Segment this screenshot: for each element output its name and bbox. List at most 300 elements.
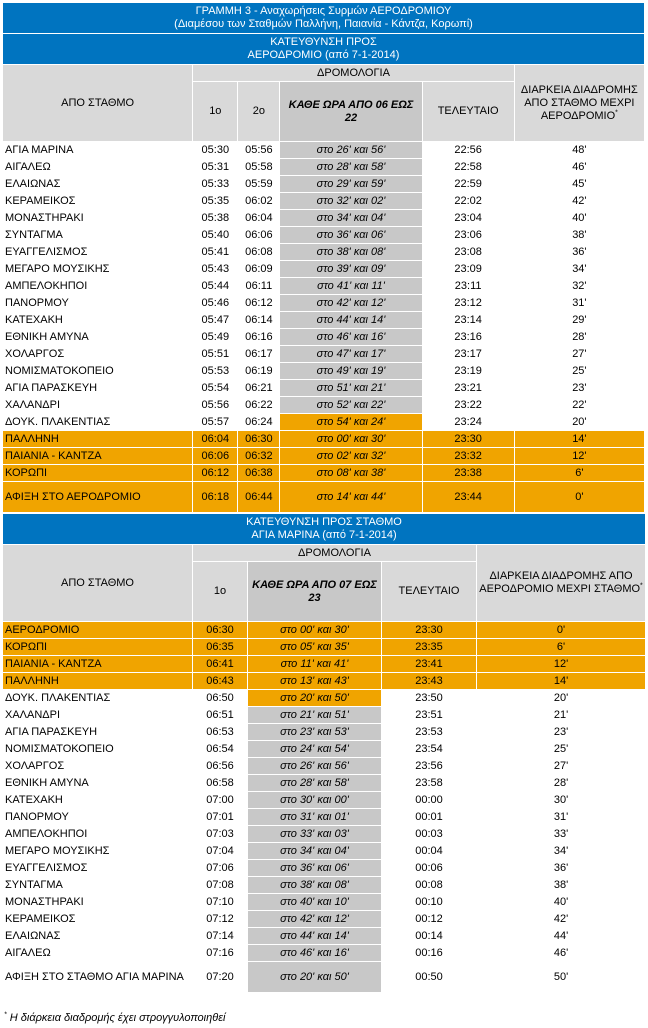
duration-cell: 32' [514, 278, 644, 295]
hourly-schedule-cell: στο 33' και 03' [248, 826, 382, 843]
station-cell: ΕΥΑΓΓΕΛΙΣΜΟΣ [3, 244, 193, 261]
second-departure-cell: 06:08 [238, 244, 280, 261]
table-row [3, 724, 646, 741]
first-departure-cell: 07:20 [193, 962, 248, 993]
table-row [3, 690, 646, 707]
hourly-schedule-cell: στο 41' και 11' [280, 278, 422, 295]
timetable-page [2, 2, 645, 993]
last-departure-cell: 00:16 [382, 945, 477, 962]
second-departure-cell: 06:38 [238, 465, 280, 482]
first-departure-cell: 07:08 [193, 877, 248, 894]
second-departure-cell: 06:30 [238, 431, 280, 448]
hourly-schedule-cell: στο 31' και 01' [248, 809, 382, 826]
last-departure-cell: 00:00 [382, 792, 477, 809]
station-cell: ΠΑΙΑΝΙΑ - ΚΑΝΤΖΑ [3, 448, 193, 465]
duration-cell: 40' [477, 894, 646, 911]
second-departure-cell: 06:44 [238, 482, 280, 513]
last-departure-cell: 23:41 [382, 656, 477, 673]
duration-cell: 45' [514, 176, 644, 193]
hourly-schedule-cell: στο 36' και 06' [280, 227, 422, 244]
duration-cell: 34' [514, 261, 644, 278]
s2-col-first-header: 1ο [193, 562, 248, 622]
first-departure-cell: 07:12 [193, 911, 248, 928]
station-cell: ΑΦΙΞΗ ΣΤΟ ΑΕΡΟΔΡΟΜΙΟ [3, 482, 193, 513]
station-cell: ΠΑΝΟΡΜΟΥ [3, 295, 193, 312]
last-departure-cell: 22:02 [422, 193, 514, 210]
station-cell: ΠΑΛΛΗΝΗ [3, 431, 193, 448]
duration-cell: 28' [514, 329, 644, 346]
duration-cell: 0' [514, 482, 644, 513]
last-departure-cell: 23:32 [422, 448, 514, 465]
second-departure-cell: 05:59 [238, 176, 280, 193]
hourly-schedule-cell: στο 20' και 50' [248, 690, 382, 707]
duration-cell: 29' [514, 312, 644, 329]
hourly-schedule-cell: στο 34' και 04' [248, 843, 382, 860]
table-row [3, 826, 646, 843]
col-duration-label: ΔΙΑΡΚΕΙΑ ΔΙΑΔΡΟΜΗΣ ΑΠΟ ΣΤΑΘΜΟ ΜΕΧΡΙ ΑΕΡΟΔΡΟΜΙΟ [520, 83, 638, 122]
hourly-schedule-cell: στο 14' και 44' [280, 482, 422, 513]
duration-cell: 44' [477, 928, 646, 945]
hourly-schedule-cell: στο 02' και 32' [280, 448, 422, 465]
duration-cell: 27' [514, 346, 644, 363]
page-title [3, 3, 645, 34]
last-departure-cell: 00:10 [382, 894, 477, 911]
duration-cell: 33' [477, 826, 646, 843]
station-cell: ΕΛΑΙΩΝΑΣ [3, 928, 193, 945]
second-departure-cell: 06:11 [238, 278, 280, 295]
first-departure-cell: 05:41 [193, 244, 238, 261]
duration-cell: 31' [477, 809, 646, 826]
station-cell: ΕΛΑΙΩΝΑΣ [3, 176, 193, 193]
station-cell: ΕΥΑΓΓΕΛΙΣΜΟΣ [3, 860, 193, 877]
table-row [3, 278, 645, 295]
station-cell: ΚΟΡΩΠΙ [3, 465, 193, 482]
last-departure-cell: 23:16 [422, 329, 514, 346]
station-cell: ΣΥΝΤΑΓΜΑ [3, 227, 193, 244]
table-row [3, 809, 646, 826]
hourly-schedule-cell: στο 46' και 16' [248, 945, 382, 962]
col-first-header: 1ο [193, 82, 238, 142]
second-departure-cell: 05:58 [238, 159, 280, 176]
station-cell: ΝΟΜΙΣΜΑΤΟΚΟΠΕΙΟ [3, 363, 193, 380]
table-row [3, 193, 645, 210]
second-departure-cell: 06:09 [238, 261, 280, 278]
first-departure-cell: 06:58 [193, 775, 248, 792]
duration-cell: 36' [477, 860, 646, 877]
title-line1: ΓΡΑΜΜΗ 3 - Αναχωρήσεις Συρμών ΑΕΡΟΔΡΟΜΙΟΥ [195, 5, 452, 17]
first-departure-cell: 05:56 [193, 397, 238, 414]
station-cell: ΑΓΙΑ ΜΑΡΙΝΑ [3, 142, 193, 159]
station-cell: ΚΕΡΑΜΕΙΚΟΣ [3, 911, 193, 928]
table-row [3, 465, 645, 482]
last-departure-cell: 23:58 [382, 775, 477, 792]
hourly-schedule-cell: στο 36' και 06' [248, 860, 382, 877]
table-row [3, 380, 645, 397]
hourly-schedule-cell: στο 00' και 30' [248, 622, 382, 639]
station-cell: ΕΘΝΙΚΗ ΑΜΥΝΑ [3, 775, 193, 792]
first-departure-cell: 06:54 [193, 741, 248, 758]
table-row [3, 656, 646, 673]
hourly-schedule-cell: στο 38' και 08' [280, 244, 422, 261]
last-departure-cell: 23:09 [422, 261, 514, 278]
station-cell: ΧΟΛΑΡΓΟΣ [3, 346, 193, 363]
last-departure-cell: 00:03 [382, 826, 477, 843]
duration-cell: 25' [514, 363, 644, 380]
second-departure-cell: 06:24 [238, 414, 280, 431]
station-cell: ΔΟΥΚ. ΠΛΑΚΕΝΤΙΑΣ [3, 414, 193, 431]
station-cell: ΧΟΛΑΡΓΟΣ [3, 758, 193, 775]
station-cell: ΕΘΝΙΚΗ ΑΜΥΝΑ [3, 329, 193, 346]
last-departure-cell: 23:19 [422, 363, 514, 380]
table-row [3, 860, 646, 877]
duration-cell: 46' [514, 159, 644, 176]
last-departure-cell: 22:59 [422, 176, 514, 193]
first-departure-cell: 07:14 [193, 928, 248, 945]
station-cell: ΑΓΙΑ ΠΑΡΑΣΚΕΥΗ [3, 724, 193, 741]
table-row [3, 312, 645, 329]
station-cell: ΧΑΛΑΝΔΡΙ [3, 397, 193, 414]
duration-cell: 50' [477, 962, 646, 993]
table-row [3, 928, 646, 945]
last-departure-cell: 00:12 [382, 911, 477, 928]
duration-cell: 42' [514, 193, 644, 210]
duration-cell: 0' [477, 622, 646, 639]
duration-cell: 20' [514, 414, 644, 431]
last-departure-cell: 23:12 [422, 295, 514, 312]
last-departure-cell: 23:50 [382, 690, 477, 707]
last-departure-cell: 23:35 [382, 639, 477, 656]
section2-heading [3, 514, 646, 545]
hourly-schedule-cell: στο 39' και 09' [280, 261, 422, 278]
duration-cell: 28' [477, 775, 646, 792]
first-departure-cell: 06:41 [193, 656, 248, 673]
hourly-schedule-cell: στο 21' και 51' [248, 707, 382, 724]
first-departure-cell: 05:40 [193, 227, 238, 244]
col-second-header: 2ο [238, 82, 280, 142]
first-departure-cell: 06:51 [193, 707, 248, 724]
duration-cell: 36' [514, 244, 644, 261]
last-departure-cell: 23:14 [422, 312, 514, 329]
table-row [3, 775, 646, 792]
section2-heading-line2: ΑΓΙΑ ΜΑΡΙΝΑ (από 7-1-2014) [251, 529, 397, 541]
duration-cell: 23' [514, 380, 644, 397]
last-departure-cell: 22:56 [422, 142, 514, 159]
duration-cell: 6' [477, 639, 646, 656]
duration-cell: 38' [477, 877, 646, 894]
first-departure-cell: 05:31 [193, 159, 238, 176]
s2-col-duration-label: ΔΙΑΡΚΕΙΑ ΔΙΑΔΡΟΜΗΣ ΑΠΟ ΑΕΡΟΔΡΟΜΙΟ ΜΕΧΡΙ ΣΤΑΘΜΟ [479, 570, 641, 595]
section1-heading-line2: ΑΕΡΟΔΡΟΜΙΟ (από 7-1-2014) [247, 49, 400, 61]
table-row [3, 397, 645, 414]
second-departure-cell: 06:12 [238, 295, 280, 312]
last-departure-cell: 23:44 [422, 482, 514, 513]
first-departure-cell: 05:30 [193, 142, 238, 159]
duration-cell: 42' [477, 911, 646, 928]
station-cell: ΚΕΡΑΜΕΙΚΟΣ [3, 193, 193, 210]
table-row [3, 176, 645, 193]
duration-cell: 48' [514, 142, 644, 159]
duration-cell: 31' [514, 295, 644, 312]
last-departure-cell: 22:58 [422, 159, 514, 176]
first-departure-cell: 05:51 [193, 346, 238, 363]
table-row [3, 639, 646, 656]
hourly-schedule-cell: στο 30' και 00' [248, 792, 382, 809]
first-departure-cell: 06:06 [193, 448, 238, 465]
second-departure-cell: 06:04 [238, 210, 280, 227]
duration-cell: 34' [477, 843, 646, 860]
station-cell: ΑΜΠΕΛΟΚΗΠΟΙ [3, 826, 193, 843]
table-row [3, 295, 645, 312]
last-departure-cell: 23:22 [422, 397, 514, 414]
station-cell: ΜΕΓΑΡΟ ΜΟΥΣΙΚΗΣ [3, 261, 193, 278]
second-departure-cell: 06:16 [238, 329, 280, 346]
first-departure-cell: 05:47 [193, 312, 238, 329]
hourly-schedule-cell: στο 47' και 17' [280, 346, 422, 363]
last-departure-cell: 23:11 [422, 278, 514, 295]
table-row [3, 707, 646, 724]
hourly-schedule-cell: στο 20' και 50' [248, 962, 382, 993]
duration-cell: 38' [514, 227, 644, 244]
table-row [3, 431, 645, 448]
station-cell: ΑΓΙΑ ΠΑΡΑΣΚΕΥΗ [3, 380, 193, 397]
duration-cell: 6' [514, 465, 644, 482]
last-departure-cell: 23:53 [382, 724, 477, 741]
duration-cell: 22' [514, 397, 644, 414]
first-departure-cell: 07:06 [193, 860, 248, 877]
section1-heading-line1: ΚΑΤΕΥΘΥΝΣΗ ΠΡΟΣ [270, 36, 377, 48]
hourly-schedule-cell: στο 32' και 02' [280, 193, 422, 210]
duration-cell: 23' [477, 724, 646, 741]
s2-col-last-header: ΤΕΛΕΥΤΑΙΟ [382, 562, 477, 622]
table-row [3, 142, 645, 159]
hourly-schedule-cell: στο 42' και 12' [248, 911, 382, 928]
table-row [3, 346, 645, 363]
second-departure-cell: 06:21 [238, 380, 280, 397]
hourly-schedule-cell: στο 28' και 58' [280, 159, 422, 176]
station-cell: ΑΙΓΑΛΕΩ [3, 159, 193, 176]
last-departure-cell: 23:24 [422, 414, 514, 431]
hourly-schedule-cell: στο 51' και 21' [280, 380, 422, 397]
station-cell: ΠΑΛΛΗΝΗ [3, 673, 193, 690]
station-cell: ΠΑΙΑΝΙΑ - ΚΑΝΤΖΑ [3, 656, 193, 673]
last-departure-cell: 23:17 [422, 346, 514, 363]
last-departure-cell: 23:30 [382, 622, 477, 639]
last-departure-cell: 23:04 [422, 210, 514, 227]
last-departure-cell: 23:21 [422, 380, 514, 397]
last-departure-cell: 00:14 [382, 928, 477, 945]
first-departure-cell: 06:18 [193, 482, 238, 513]
col-schedule-header: ΔΡΟΜΟΛΟΓΙΑ [193, 65, 514, 82]
first-departure-cell: 05:53 [193, 363, 238, 380]
last-departure-cell: 23:56 [382, 758, 477, 775]
first-departure-cell: 05:35 [193, 193, 238, 210]
table-row [3, 792, 646, 809]
last-departure-cell: 23:54 [382, 741, 477, 758]
table-row [3, 329, 645, 346]
table-row [3, 894, 646, 911]
table-row [3, 244, 645, 261]
last-departure-cell: 23:38 [422, 465, 514, 482]
table-row [3, 945, 646, 962]
last-departure-cell: 00:08 [382, 877, 477, 894]
footnote-marker: * [640, 582, 643, 590]
duration-cell: 21' [477, 707, 646, 724]
duration-cell: 46' [477, 945, 646, 962]
footnote-marker: * [615, 108, 618, 116]
first-departure-cell: 06:53 [193, 724, 248, 741]
table-row [3, 448, 645, 465]
hourly-schedule-cell: στο 23' και 53' [248, 724, 382, 741]
first-departure-cell: 06:43 [193, 673, 248, 690]
station-cell: ΔΟΥΚ. ΠΛΑΚΕΝΤΙΑΣ [3, 690, 193, 707]
first-departure-cell: 07:04 [193, 843, 248, 860]
hourly-schedule-cell: στο 24' και 54' [248, 741, 382, 758]
first-departure-cell: 05:49 [193, 329, 238, 346]
duration-cell: 20' [477, 690, 646, 707]
second-departure-cell: 06:02 [238, 193, 280, 210]
hourly-schedule-cell: στο 34' και 04' [280, 210, 422, 227]
first-departure-cell: 05:38 [193, 210, 238, 227]
second-departure-cell: 06:14 [238, 312, 280, 329]
table-row [3, 159, 645, 176]
duration-cell: 40' [514, 210, 644, 227]
s2-col-duration-header [477, 545, 646, 622]
first-departure-cell: 05:43 [193, 261, 238, 278]
hourly-schedule-cell: στο 13' και 43' [248, 673, 382, 690]
hourly-schedule-cell: στο 26' και 56' [280, 142, 422, 159]
table-row [3, 622, 646, 639]
station-cell: ΣΥΝΤΑΓΜΑ [3, 877, 193, 894]
hourly-schedule-cell: στο 29' και 59' [280, 176, 422, 193]
first-departure-cell: 05:54 [193, 380, 238, 397]
last-departure-cell: 00:01 [382, 809, 477, 826]
col-last-header: ΤΕΛΕΥΤΑΙΟ [422, 82, 514, 142]
second-departure-cell: 06:06 [238, 227, 280, 244]
last-departure-cell: 00:06 [382, 860, 477, 877]
table-row [3, 962, 646, 993]
station-cell: ΑΜΠΕΛΟΚΗΠΟΙ [3, 278, 193, 295]
station-cell: ΚΑΤΕΧΑΚΗ [3, 312, 193, 329]
station-cell: ΚΟΡΩΠΙ [3, 639, 193, 656]
first-departure-cell: 06:12 [193, 465, 238, 482]
duration-cell: 25' [477, 741, 646, 758]
table-row [3, 210, 645, 227]
station-cell: ΜΟΝΑΣΤΗΡΑΚΙ [3, 894, 193, 911]
last-departure-cell: 00:04 [382, 843, 477, 860]
section1-rows [3, 142, 645, 513]
table-row [3, 261, 645, 278]
station-cell: ΑΕΡΟΔΡΟΜΙΟ [3, 622, 193, 639]
first-departure-cell: 07:03 [193, 826, 248, 843]
hourly-schedule-cell: στο 42' και 12' [280, 295, 422, 312]
table-row [3, 758, 646, 775]
table-row [3, 363, 645, 380]
second-departure-cell: 06:22 [238, 397, 280, 414]
duration-cell: 12' [477, 656, 646, 673]
station-cell: ΜΟΝΑΣΤΗΡΑΚΙ [3, 210, 193, 227]
duration-cell: 12' [514, 448, 644, 465]
second-departure-cell: 06:19 [238, 363, 280, 380]
col-hourly-header: ΚΑΘΕ ΩΡΑ ΑΠΟ 06 ΕΩΣ 22 [280, 82, 422, 142]
hourly-schedule-cell: στο 46' και 16' [280, 329, 422, 346]
s2-col-station-header: ΑΠΟ ΣΤΑΘΜΟ [3, 545, 193, 622]
footnote: * Η διάρκεια διαδρομής έχει στρογγυλοποιηθεί [4, 1011, 226, 1024]
table-row [3, 877, 646, 894]
second-departure-cell: 06:32 [238, 448, 280, 465]
schedule-table-airport [2, 2, 645, 513]
station-cell: ΠΑΝΟΡΜΟΥ [3, 809, 193, 826]
first-departure-cell: 06:35 [193, 639, 248, 656]
table-row [3, 482, 645, 513]
station-cell: ΝΟΜΙΣΜΑΤΟΚΟΠΕΙΟ [3, 741, 193, 758]
s2-col-schedule-header: ΔΡΟΜΟΛΟΓΙΑ [193, 545, 477, 562]
footnote-text: Η διάρκεια διαδρομής έχει στρογγυλοποιηθεί [9, 1012, 226, 1024]
duration-cell: 14' [477, 673, 646, 690]
first-departure-cell: 06:50 [193, 690, 248, 707]
last-departure-cell: 23:08 [422, 244, 514, 261]
second-departure-cell: 06:17 [238, 346, 280, 363]
hourly-schedule-cell: στο 38' και 08' [248, 877, 382, 894]
hourly-schedule-cell: στο 54' και 24' [280, 414, 422, 431]
last-departure-cell: 23:43 [382, 673, 477, 690]
schedule-table-agia-marina [2, 513, 646, 993]
hourly-schedule-cell: στο 26' και 56' [248, 758, 382, 775]
first-departure-cell: 07:00 [193, 792, 248, 809]
section1-heading [3, 34, 645, 65]
first-departure-cell: 05:33 [193, 176, 238, 193]
last-departure-cell: 23:06 [422, 227, 514, 244]
table-row [3, 843, 646, 860]
title-line2: (Διαμέσου των Σταθμών Παλλήνη, Παιανία - Κάντζα, Κορωπί) [174, 18, 473, 30]
first-departure-cell: 05:57 [193, 414, 238, 431]
hourly-schedule-cell: στο 05' και 35' [248, 639, 382, 656]
station-cell: ΑΙΓΑΛΕΩ [3, 945, 193, 962]
first-departure-cell: 05:44 [193, 278, 238, 295]
duration-cell: 30' [477, 792, 646, 809]
first-departure-cell: 06:56 [193, 758, 248, 775]
last-departure-cell: 23:51 [382, 707, 477, 724]
hourly-schedule-cell: στο 28' και 58' [248, 775, 382, 792]
last-departure-cell: 00:50 [382, 962, 477, 993]
table-row [3, 741, 646, 758]
hourly-schedule-cell: στο 08' και 38' [280, 465, 422, 482]
duration-cell: 27' [477, 758, 646, 775]
station-cell: ΑΦΙΞΗ ΣΤΟ ΣΤΑΘΜΟ ΑΓΙΑ ΜΑΡΙΝΑ [3, 962, 193, 993]
section2-rows [3, 622, 646, 993]
hourly-schedule-cell: στο 40' και 10' [248, 894, 382, 911]
hourly-schedule-cell: στο 44' και 14' [248, 928, 382, 945]
s2-col-hourly-header: ΚΑΘΕ ΩΡΑ ΑΠΟ 07 ΕΩΣ 23 [248, 562, 382, 622]
duration-cell: 14' [514, 431, 644, 448]
hourly-schedule-cell: στο 52' και 22' [280, 397, 422, 414]
first-departure-cell: 06:04 [193, 431, 238, 448]
station-cell: ΜΕΓΑΡΟ ΜΟΥΣΙΚΗΣ [3, 843, 193, 860]
first-departure-cell: 07:01 [193, 809, 248, 826]
col-duration-header [514, 65, 644, 142]
hourly-schedule-cell: στο 00' και 30' [280, 431, 422, 448]
last-departure-cell: 23:30 [422, 431, 514, 448]
station-cell: ΚΑΤΕΧΑΚΗ [3, 792, 193, 809]
station-cell: ΧΑΛΑΝΔΡΙ [3, 707, 193, 724]
table-row [3, 227, 645, 244]
first-departure-cell: 07:10 [193, 894, 248, 911]
hourly-schedule-cell: στο 11' και 41' [248, 656, 382, 673]
second-departure-cell: 05:56 [238, 142, 280, 159]
hourly-schedule-cell: στο 49' και 19' [280, 363, 422, 380]
first-departure-cell: 06:30 [193, 622, 248, 639]
first-departure-cell: 07:16 [193, 945, 248, 962]
col-station-header: ΑΠΟ ΣΤΑΘΜΟ [3, 65, 193, 142]
